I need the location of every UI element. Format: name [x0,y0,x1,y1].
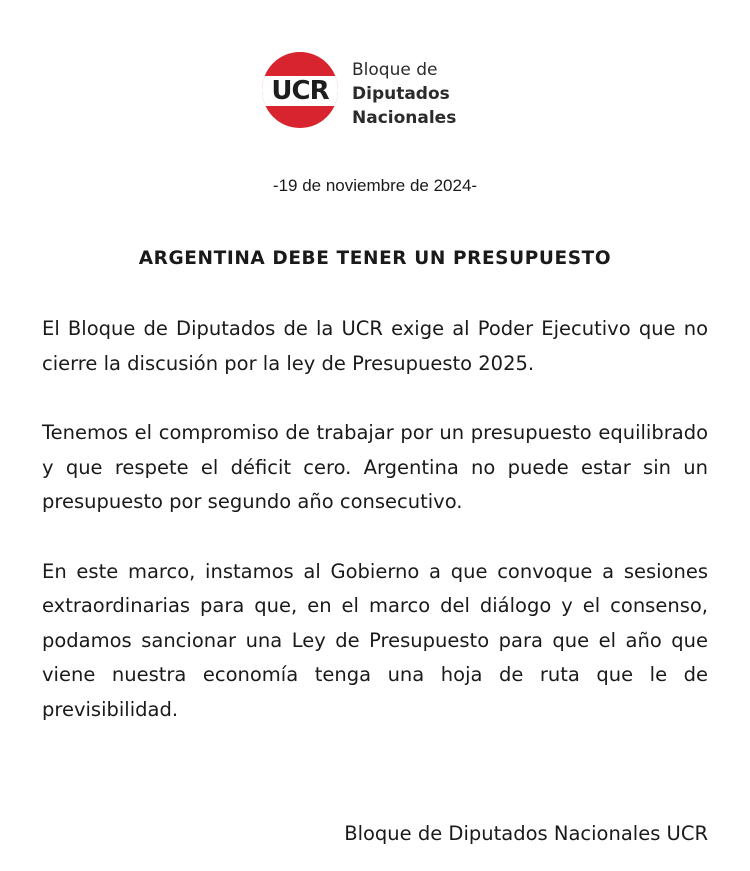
press-release-title: ARGENTINA DEBE TENER UN PRESUPUESTO [138,248,612,269]
logo-line-2: Diputados [352,84,450,104]
paragraph: El Bloque de Diputados de la UCR exige al Poder Ejecutivo que no cierre la discusión por la ley de Presupuesto 2025. [42,317,708,375]
ucr-logo [262,52,472,136]
ucr-emblem [262,52,338,128]
paragraph: Tenemos el compromiso de trabajar por un presupuesto equilibrado y que respete el déficit cero. Argentina no puede estar sin un presupuesto por segundo año consecutivo. [42,421,708,513]
signature: Bloque de Diputados Nacionales UCR [344,822,708,845]
emblem-acronym: UCR [271,76,329,106]
press-release-date: -19 de noviembre de 2024- [272,176,478,195]
logo-line-3: Nacionales [352,108,457,128]
logo-line-1: Bloque de [352,60,438,80]
paragraph: En este marco, instamos al Gobierno a que convoque a sesiones extraordinarias para que, en el marco del diálogo y el consenso, podamos sancionar una Ley de Presupuesto para que el año que viene nuestra economía tenga una hoja de ruta que le de previsibilidad. [42,559,708,721]
press-release-body [42,312,708,762]
logo-wordmark [352,58,456,130]
